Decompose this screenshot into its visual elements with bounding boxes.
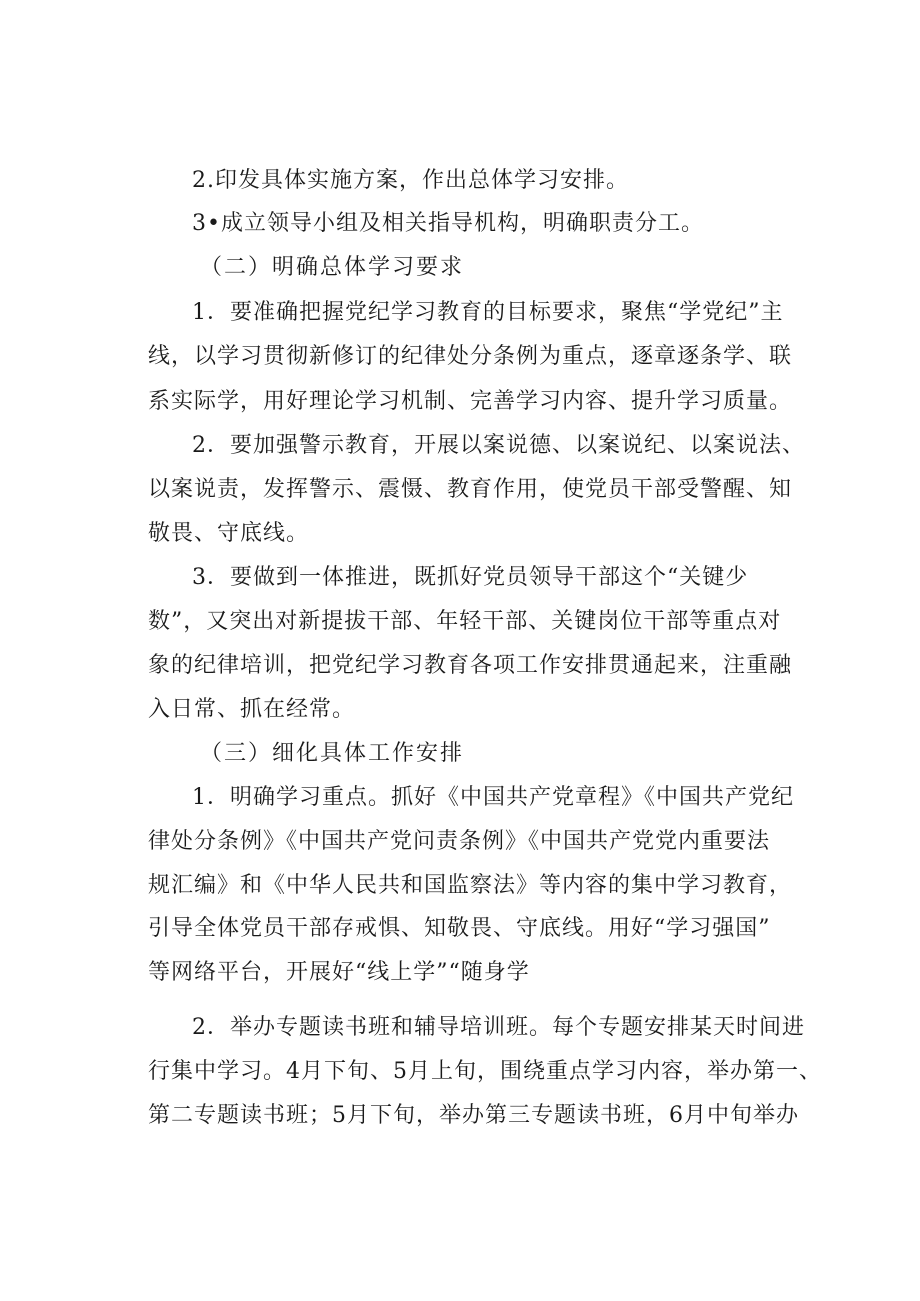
paragraph-line: 以案说责，发挥警示、震慑、教育作用，使党员干部受警醒、知 [148,477,793,502]
paragraph-line: 数”，又突出对新提拔干部、年轻干部、关键岗位干部等重点对 [148,609,782,634]
paragraph-line: 3•成立领导小组及相关指导机构，明确职责分工。 [192,211,704,236]
paragraph-line: 2．举办专题读书班和辅导培训班。每个专题安排某天时间进 [192,1015,805,1040]
paragraph-line: 律处分条例》《中国共产党问责条例》《中国共产党党内重要法 [148,829,771,854]
paragraph-line: 3．要做到一体推进，既抓好党员领导干部这个“关键少 [192,565,749,590]
section-heading: （三）细化具体工作安排 [200,741,465,766]
paragraph-line: 敬畏、守底线。 [148,521,310,546]
section-heading: （二）明确总体学习要求 [200,255,465,280]
paragraph-line: 规汇编》和《中华人民共和国监察法》等内容的集中学习教育， [148,873,793,898]
paragraph-line: 引导全体党员干部存戒惧、知敬畏、守底线。用好“学习强国” [148,916,771,941]
paragraph-line: 行集中学习。4月下旬、5月上旬，围绕重点学习内容，举办第一、 [148,1059,822,1084]
paragraph-line: 第二专题读书班；5月下旬，举办第三专题读书班，6月中旬举办 [148,1103,799,1128]
paragraph-line: 象的纪律培训，把党纪学习教育各项工作安排贯通起来，注重融 [148,653,793,678]
paragraph-line: 2.印发具体实施方案，作出总体学习安排。 [192,168,629,193]
paragraph-line: 2．要加强警示教育，开展以案说德、以案说纪、以案说法、 [192,433,805,458]
paragraph-line: 入日常、抓在经常。 [148,697,356,722]
paragraph-line: 1．明确学习重点。抓好《中国共产党章程》《中国共产党纪 [192,785,794,810]
paragraph-line: 1．要准确把握党纪学习教育的目标要求，聚焦“学党纪”主 [192,300,784,325]
paragraph-line: 系实际学，用好理论学习机制、完善学习内容、提升学习质量。 [148,389,793,414]
paragraph-line: 线，以学习贯彻新修订的纪律处分条例为重点，逐章逐条学、联 [148,344,793,369]
paragraph-line: 等网络平台，开展好“线上学”“随身学 [148,960,530,985]
